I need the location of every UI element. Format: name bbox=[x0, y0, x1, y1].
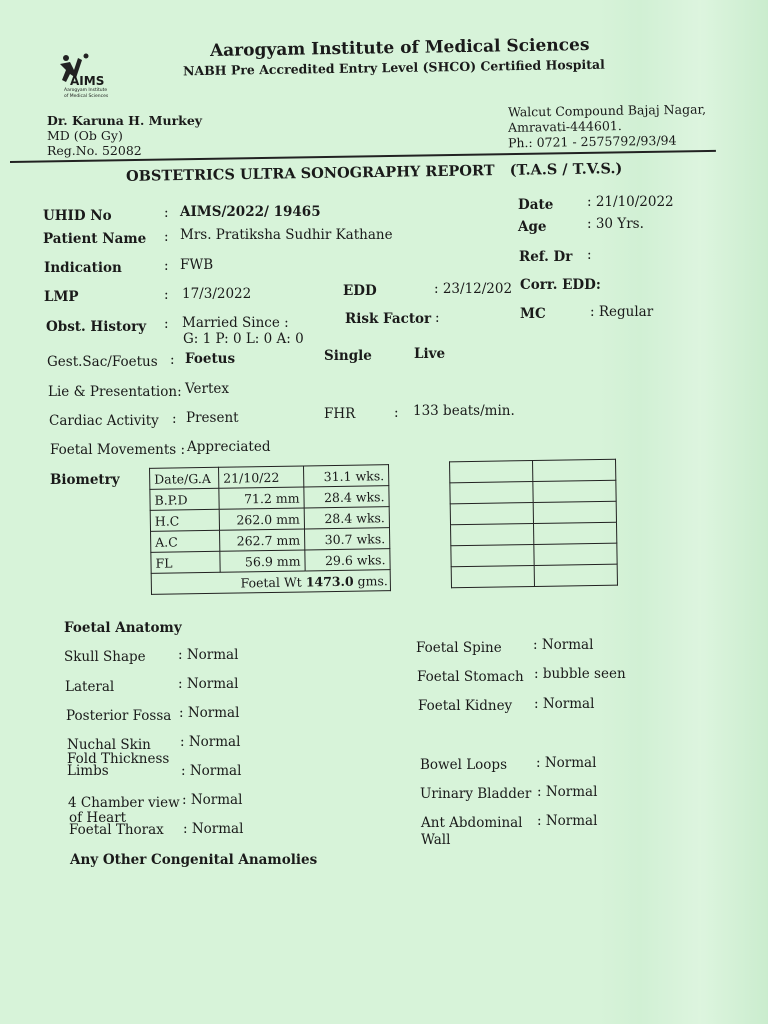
foetal-thorax-value-text: Normal bbox=[191, 821, 244, 837]
lateral-value-text: Normal bbox=[186, 676, 239, 692]
uhid-label: UHID No bbox=[43, 208, 112, 224]
posterior-fossa-value: : Normal bbox=[179, 705, 240, 721]
foetal-thorax-value: : Normal bbox=[183, 821, 244, 837]
date-value: : 21/10/2022 bbox=[587, 194, 674, 210]
foetal-kidney-value: : Normal bbox=[534, 696, 595, 712]
obst-history-value: Married Since : bbox=[182, 315, 289, 331]
bowel-loops-value-text: Normal bbox=[544, 755, 597, 771]
logo-text: AIMS bbox=[70, 74, 105, 88]
limbs-label: Limbs bbox=[67, 763, 109, 779]
patient-name-colon: : bbox=[164, 229, 169, 245]
foetal-spine-value-text: Normal bbox=[541, 637, 594, 653]
lie-presentation-label: Lie & Presentation: bbox=[48, 384, 182, 400]
lateral-label: Lateral bbox=[65, 679, 115, 695]
skull-shape-label: Skull Shape bbox=[64, 649, 146, 665]
blank-grid-table bbox=[449, 459, 618, 589]
corr-edd-label: Corr. EDD: bbox=[520, 277, 601, 293]
foetal-stomach-label: Foetal Stomach bbox=[417, 669, 524, 685]
phone-number: Ph.: 0721 - 2575792/93/94 bbox=[507, 132, 677, 151]
obst-gpla-value: G: 1 P: 0 L: 0 A: 0 bbox=[183, 331, 304, 347]
address-line-1: Walcut Compound Bajaj Nagar, bbox=[507, 101, 707, 120]
biometry-cell: B.P.D bbox=[150, 488, 219, 510]
fold-thickness-label: Fold Thickness bbox=[67, 751, 170, 767]
foetal-kidney-value-text: Normal bbox=[542, 696, 595, 712]
lmp-label: LMP bbox=[44, 289, 79, 305]
limbs-value: : Normal bbox=[181, 763, 242, 779]
foetal-spine-value: : Normal bbox=[533, 637, 594, 653]
lie-presentation-value: Vertex bbox=[185, 381, 229, 397]
fold-thickness-limbs-label bbox=[67, 753, 169, 777]
report-title bbox=[126, 160, 623, 185]
foetal-spine-label: Foetal Spine bbox=[416, 640, 502, 656]
skull-shape-value: : Normal bbox=[178, 647, 239, 663]
biometry-cell: 28.4 wks. bbox=[304, 486, 389, 508]
foetal-kidney-label: Foetal Kidney bbox=[418, 698, 513, 714]
foetal-weight-label: Foetal Wt bbox=[240, 574, 302, 590]
foetal-thorax-label: Foetal Thorax bbox=[69, 822, 164, 838]
biometry-weight-row bbox=[151, 570, 390, 595]
indication-value: FWB bbox=[180, 257, 214, 273]
ant-abdominal-wall-value-text: Normal bbox=[545, 813, 598, 829]
foetal-weight-unit: gms. bbox=[357, 572, 388, 589]
ant-abdominal-wall-value: : Normal bbox=[537, 813, 598, 829]
fhr-value: 133 beats/min. bbox=[413, 403, 515, 419]
institute-name: Aarogyam Institute of Medical Sciences bbox=[209, 35, 590, 61]
biometry-table bbox=[149, 464, 391, 595]
posterior-fossa-value-text: Normal bbox=[187, 705, 240, 721]
biometry-cell: A.C bbox=[151, 530, 220, 552]
lmp-value: 17/3/2022 bbox=[182, 286, 252, 302]
wall-label: Wall bbox=[421, 832, 451, 848]
blank-cell bbox=[533, 459, 616, 481]
blank-cell bbox=[450, 503, 533, 525]
logo-subtext-2: of Medical Sciences bbox=[64, 94, 109, 99]
edd-value: : 23/12/202 bbox=[434, 281, 513, 297]
blank-cell bbox=[450, 482, 533, 504]
obst-history-colon: : bbox=[164, 316, 169, 332]
biometry-cell: H.C bbox=[150, 509, 219, 531]
blank-cell bbox=[451, 544, 534, 566]
gest-sac-colon: : bbox=[170, 352, 175, 368]
mc-label: MC bbox=[520, 306, 546, 322]
heart-thorax-label bbox=[69, 812, 164, 836]
foetal-movements-value: Appreciated bbox=[187, 439, 271, 455]
live-label: Live bbox=[414, 346, 446, 362]
cardiac-activity-value: Present bbox=[186, 410, 239, 426]
of-heart-label: of Heart bbox=[69, 810, 127, 826]
biometry-grid bbox=[149, 464, 391, 595]
doctor-qualification: MD (Ob Gy) bbox=[47, 128, 123, 143]
blank-cell bbox=[534, 564, 617, 586]
nuchal-skin-value-text: Normal bbox=[188, 734, 241, 750]
accreditation-line: NABH Pre Accredited Entry Level (SHCO) Certified Hospital bbox=[182, 56, 605, 79]
ant-abdominal-label: Ant Abdominal bbox=[421, 815, 523, 831]
biometry-cell: 29.6 wks. bbox=[305, 549, 390, 571]
urinary-bladder-value: : Normal bbox=[537, 784, 598, 800]
lie-presentation-label-text: Lie & Presentation bbox=[48, 384, 178, 400]
lmp-colon: : bbox=[164, 287, 169, 303]
report-title-text: OBSTETRICS ULTRA SONOGRAPHY REPORT bbox=[125, 162, 495, 185]
ant-abdominal-wall-label bbox=[421, 815, 523, 849]
indication-colon: : bbox=[164, 258, 169, 274]
foetal-weight-cell bbox=[151, 570, 390, 595]
skull-shape-value-text: Normal bbox=[186, 647, 239, 663]
biometry-header-cell: Date/G.A bbox=[150, 467, 219, 489]
congenital-anomalies-label: Any Other Congenital Anamolies bbox=[70, 852, 318, 868]
risk-factor-value: : bbox=[435, 310, 440, 326]
age-value: : 30 Yrs. bbox=[587, 216, 644, 232]
patient-name-label: Patient Name bbox=[43, 231, 147, 247]
blank-cell bbox=[534, 543, 617, 565]
biometry-cell: 30.7 wks. bbox=[304, 528, 389, 550]
foetal-movements-label: Foetal Movements : bbox=[50, 442, 186, 458]
report-mode: (T.A.S / T.V.S.) bbox=[509, 160, 623, 179]
mc-value: : Regular bbox=[590, 304, 654, 320]
biometry-cell: 262.7 mm bbox=[220, 529, 305, 551]
foetal-anatomy-title: Foetal Anatomy bbox=[64, 620, 182, 636]
biometry-cell: FL bbox=[151, 551, 220, 573]
foetal-weight-value: 1473.0 bbox=[305, 573, 354, 589]
address-line-2: Amravati-444601. bbox=[507, 118, 622, 135]
foetal-stomach-value: : bubble seen bbox=[534, 666, 626, 682]
age-label: Age bbox=[518, 219, 547, 235]
four-chamber-label: 4 Chamber view bbox=[68, 795, 180, 811]
ref-dr-label: Ref. Dr bbox=[519, 249, 573, 265]
blank-cell bbox=[534, 522, 617, 544]
biometry-header-cell: 21/10/22 bbox=[219, 466, 304, 488]
cardiac-activity-label: Cardiac Activity bbox=[49, 413, 159, 429]
uhid-value: AIMS/2022/ 19465 bbox=[180, 204, 321, 220]
biometry-cell: 71.2 mm bbox=[219, 487, 304, 509]
blank-cell bbox=[451, 524, 534, 546]
four-chamber-value: : Normal bbox=[182, 792, 243, 808]
aims-logo bbox=[56, 52, 126, 104]
doctor-name: Dr. Karuna H. Murkey bbox=[47, 113, 203, 128]
indication-label: Indication bbox=[44, 260, 122, 276]
nuchal-skin-label: Nuchal Skin bbox=[67, 737, 151, 753]
doctor-reg-no: Reg.No. 52082 bbox=[47, 143, 142, 158]
ref-dr-value: : bbox=[587, 247, 592, 263]
urinary-bladder-value-text: Normal bbox=[545, 784, 598, 800]
lateral-value: : Normal bbox=[178, 676, 239, 692]
gest-sac-label: Gest.Sac/Foetus bbox=[47, 354, 158, 370]
limbs-value-text: Normal bbox=[189, 763, 242, 779]
uhid-colon: : bbox=[164, 205, 169, 221]
obst-history-label: Obst. History bbox=[46, 319, 147, 335]
four-chamber-value-text: Normal bbox=[190, 792, 243, 808]
date-label: Date bbox=[518, 197, 554, 213]
biometry-header-cell: 31.1 wks. bbox=[304, 465, 389, 487]
fhr-label: FHR bbox=[324, 406, 356, 422]
posterior-fossa-label: Posterior Fossa bbox=[66, 708, 172, 724]
foetal-movements-label-text: Foetal Movements bbox=[50, 442, 177, 458]
biometry-label: Biometry bbox=[50, 472, 120, 488]
blank-cell bbox=[451, 565, 534, 587]
bowel-loops-value: : Normal bbox=[536, 755, 597, 771]
fhr-colon: : bbox=[394, 405, 399, 421]
cardiac-activity-colon: : bbox=[172, 411, 177, 427]
foetal-stomach-value-text: bubble seen bbox=[542, 666, 626, 682]
urinary-bladder-label: Urinary Bladder bbox=[420, 786, 532, 802]
edd-label: EDD bbox=[343, 283, 377, 299]
risk-factor-label: Risk Factor bbox=[345, 311, 432, 327]
logo-subtext-1: Aarogyam Institute bbox=[64, 88, 108, 93]
single-label: Single bbox=[324, 348, 372, 364]
patient-name-value: Mrs. Pratiksha Sudhir Kathane bbox=[180, 227, 393, 243]
blank-grid bbox=[449, 459, 618, 589]
biometry-cell: 56.9 mm bbox=[220, 550, 305, 572]
blank-cell bbox=[533, 501, 616, 523]
blank-cell bbox=[450, 461, 533, 483]
gest-sac-value: Foetus bbox=[185, 351, 236, 367]
biometry-cell: 28.4 wks. bbox=[304, 507, 389, 529]
nuchal-skin-value: : Normal bbox=[180, 734, 241, 750]
biometry-cell: 262.0 mm bbox=[219, 508, 304, 530]
blank-cell bbox=[533, 480, 616, 502]
bowel-loops-label: Bowel Loops bbox=[420, 757, 507, 773]
